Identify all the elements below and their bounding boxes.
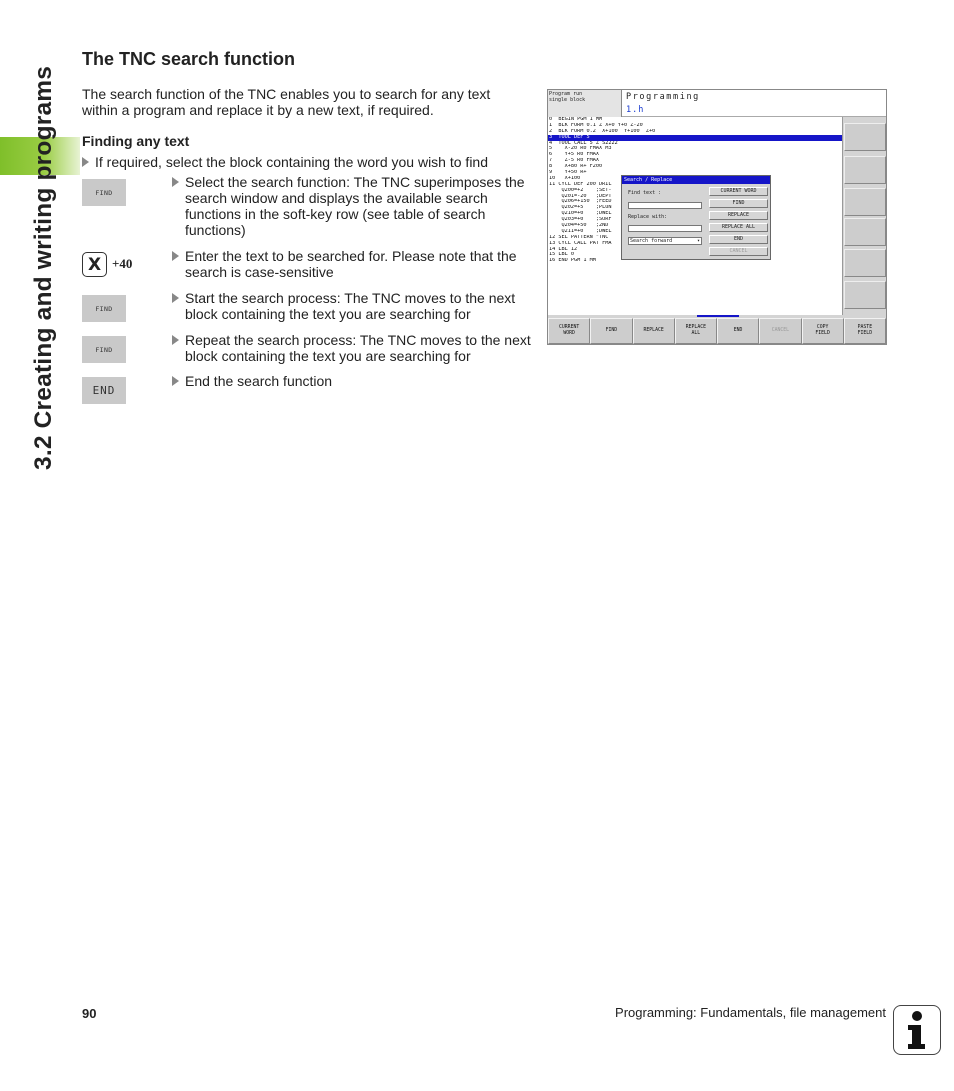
step-enter-text [172, 248, 537, 280]
softkey-end[interactable]: END [717, 318, 759, 344]
replace-all-button[interactable]: REPLACE ALL [709, 223, 768, 232]
find-text-input[interactable] [628, 202, 702, 209]
vertical-softkey[interactable] [844, 123, 886, 151]
step-start-search [172, 290, 537, 322]
vertical-softkey[interactable] [844, 249, 886, 277]
program-line[interactable]: 0 BEGIN PGM 1 MM [549, 117, 603, 122]
program-line[interactable]: Q204=+50 ;2ND [549, 223, 609, 229]
search-replace-dialog [621, 175, 771, 260]
program-line[interactable]: Q203=+0 ;SURF [549, 217, 612, 223]
x-axis-key[interactable]: X [82, 252, 107, 277]
intro-paragraph: The search function of the TNC enables you to search for any text within a program and replace it by a new text, if required. [82, 86, 491, 118]
softkey-cancel[interactable]: CANCEL [759, 318, 801, 344]
program-line[interactable]: 15 LBL 0 [549, 252, 574, 258]
step-text: Repeat the search process: The TNC moves to the next block containing the text you are searching for [185, 332, 531, 364]
replace-with-label: Replace with: [628, 214, 668, 220]
softkey-copy-field[interactable]: COPY FIELD [802, 318, 844, 344]
vertical-softkey[interactable] [844, 156, 886, 184]
end-button[interactable]: END [709, 235, 768, 244]
bullet-triangle-icon [172, 251, 179, 261]
vertical-softkey[interactable] [844, 281, 886, 309]
machine-mode-label [548, 90, 622, 117]
program-line[interactable]: 16 END PGM 1 MM [549, 258, 596, 264]
dialog-title: Search / Replace [622, 176, 770, 184]
bullet-triangle-icon [172, 376, 179, 386]
section-heading: The TNC search function [82, 49, 296, 69]
step-find [172, 174, 537, 238]
program-line[interactable]: 11 CYCL DEF 200 DRIL [549, 181, 612, 187]
step-repeat-search [172, 332, 537, 364]
footer-text: Programming: Fundamentals, file management [615, 1005, 886, 1020]
key-suffix-text: +40 [112, 256, 133, 271]
program-line[interactable]: 5 X-20 R0 FMAX M3 [549, 146, 612, 152]
find-text-label: Find text : [628, 190, 662, 196]
program-line[interactable]: 13 CYCL CALL PAT FMA [549, 240, 612, 246]
chapter-side-title: 3.2 Creating and writing programs [30, 65, 57, 470]
step-text: If required, select the block containing the word you wish to find [95, 154, 488, 170]
program-line[interactable]: 14 LBL 12 [549, 246, 578, 252]
find-softkey[interactable]: FIND [82, 179, 126, 206]
program-line[interactable]: Q202=+5 ;PLUN [549, 205, 612, 211]
bullet-triangle-icon [172, 293, 179, 303]
bullet-triangle-icon [82, 157, 89, 167]
softkey-replace[interactable]: REPLACE [633, 318, 675, 344]
program-line[interactable]: Q200=+2 ;SET- [549, 187, 612, 193]
bullet-triangle-icon [172, 177, 179, 187]
find-softkey[interactable]: FIND [82, 295, 126, 322]
program-line[interactable]: 6 Y+5 R0 FMAX [549, 152, 599, 158]
file-name: 1.h [626, 105, 645, 115]
program-line[interactable]: Q201=-20 ;DEPT [549, 193, 612, 199]
bullet-triangle-icon [172, 335, 179, 345]
programming-mode-header [622, 90, 886, 117]
programming-mode-text: Programming [626, 92, 700, 102]
softkey-row [548, 318, 886, 344]
subheading: Finding any text [82, 133, 190, 149]
tnc-screen [547, 89, 887, 345]
vertical-softkey[interactable] [844, 188, 886, 216]
step-text: Enter the text to be searched for. Please note that the search is case-sensitive [185, 248, 517, 280]
step-select-block [82, 154, 535, 170]
program-line[interactable]: 12 SEL PATTERN "TNC [549, 234, 609, 240]
program-line[interactable]: Q206=+150 ;FEED [549, 199, 612, 205]
softkey-current-word[interactable]: CURRENT WORD [548, 318, 590, 344]
program-line[interactable]: Q210=+0 ;DWEL [549, 211, 612, 217]
step-text: Start the search process: The TNC moves to the next block containing the text you are searching for [185, 290, 516, 322]
step-end [172, 373, 537, 389]
program-line[interactable]: 9 Y+50 R+ [549, 170, 587, 176]
softkey-find[interactable]: FIND [590, 318, 632, 344]
end-softkey[interactable]: END [82, 377, 126, 404]
info-icon [893, 1005, 941, 1055]
replace-button[interactable]: REPLACE [709, 211, 768, 220]
dropdown-arrow-icon: ▾ [696, 238, 700, 244]
program-line[interactable]: 10 X+100 [549, 175, 581, 181]
program-line[interactable]: 2 BLK FORM 0.2 X+100 Y+100 Z+0 [549, 128, 656, 134]
search-direction-select[interactable] [628, 237, 702, 245]
replace-with-input[interactable] [628, 225, 702, 232]
cancel-button[interactable]: CANCEL [709, 247, 768, 256]
vertical-softkey[interactable] [844, 218, 886, 246]
find-button[interactable]: FIND [709, 199, 768, 208]
program-line[interactable]: 4 TOOL CALL 5 Z S2222 [549, 140, 618, 146]
step-text: End the search function [185, 373, 333, 389]
search-direction-value: Search forward [630, 238, 673, 244]
program-line[interactable]: 7 Z-5 R0 FMAX [549, 158, 599, 164]
softkey-replace-all[interactable]: REPLACE ALL [675, 318, 717, 344]
softkey-paste-field[interactable]: PASTE FIELD [844, 318, 886, 344]
step-text: Select the search function: The TNC superimposes the search window and displays the available search functions in the soft-key row (see table of search functions) [185, 174, 525, 238]
program-line[interactable]: Q211=+0 ;DWEL [549, 228, 612, 234]
machine-mode-text: Program run single block [549, 91, 586, 103]
program-line[interactable]: 8 X+80 R+ F200 [549, 164, 603, 170]
softkey-level-indicator [697, 315, 739, 317]
find-softkey[interactable]: FIND [82, 336, 126, 363]
program-line[interactable]: 1 BLK FORM 0.1 Z X+0 Y+0 Z-20 [549, 122, 643, 128]
current-word-button[interactable]: CURRENT WORD [709, 187, 768, 196]
program-line[interactable]: 3 TOOL DEF 5 [548, 135, 842, 141]
page-number: 90 [82, 1006, 97, 1021]
